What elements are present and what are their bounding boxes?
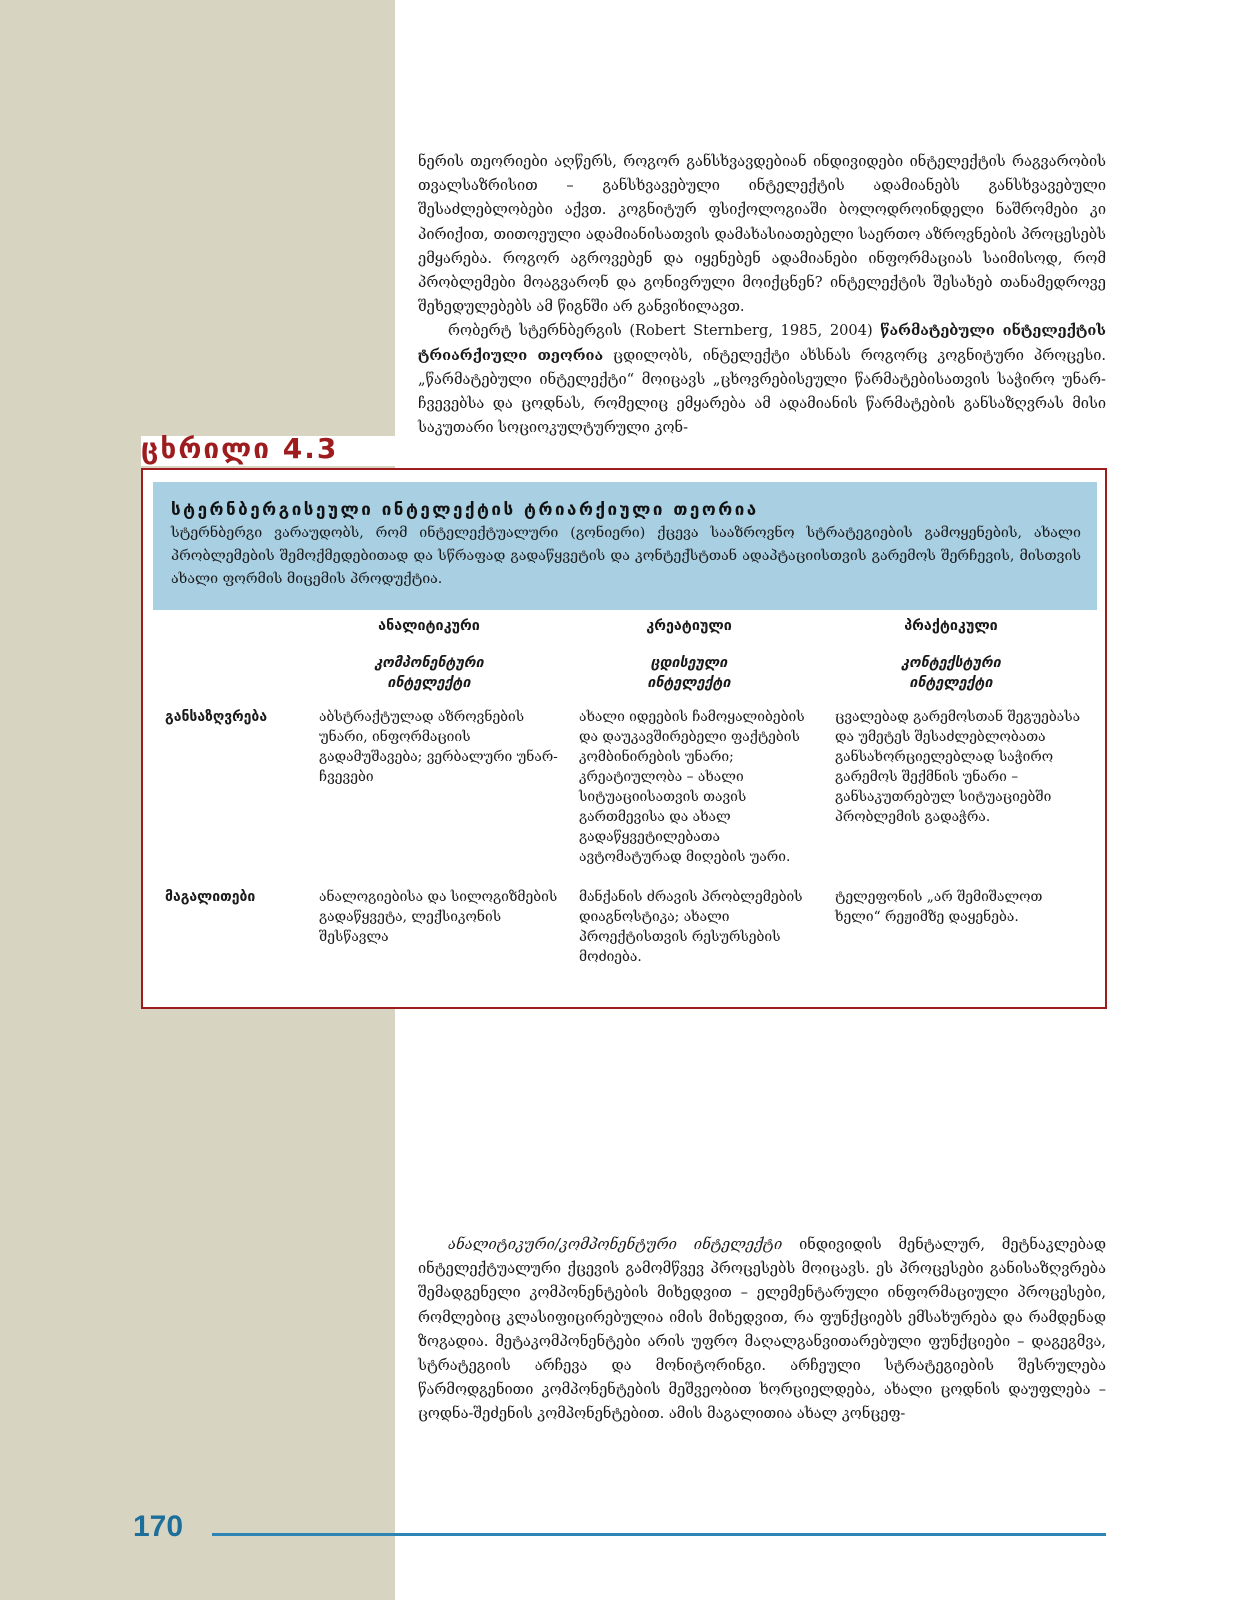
column-sub-analytical: კომპონენტური ინტელექტი bbox=[374, 655, 484, 691]
cell-definition-practical: ცვალებად გარემოსთან შეგუებასა და უმეტეს შესაძლებლობათა განსახორციელებლად საჭირო გარემოს შექმნის უნარი – განსაკუთრებულ სიტუაციებში პრობლემის გადაჭრა. bbox=[835, 709, 1081, 825]
bottom-italic-term: ანალიტიკური/კომპონენტური ინტელექტი bbox=[448, 1236, 783, 1253]
cell-examples-creative: მანქანის ძრავის პრობლემების დიაგნოსტიკა; ახალი პროექტისთვის რესურსების მოძიება. bbox=[579, 889, 803, 965]
table-title: სტერნბერგისეული ინტელექტის ტრიარქიული თეორია bbox=[171, 500, 759, 520]
bottom-rest: ინდივიდის მენტალურ, მეტნაკლებად ინტელექტუალური ქცევის გამომწვევ პროცესებს მოიცავს. ეს პროცესები განისაზღვრება შემადგენელი კომპონენტების მიხედვით – ელემენტარული ინფორმაციული პროცესები, რომლებიც კლასიფიცირებულია იმის მიხედვით, რა ფუნქციებს ემსახურება და რამდენად ზოგადია. მეტაკომპონენტები არის უფრო მაღალგანვითარებული ფუნქციები – დაგეგმვა, სტრატეგიის არჩევა და მონიტორინგი. არჩეული სტრატეგიების შესრულება წარმოდგენითი კომპონენტების მეშვეობით ხორციელდება, ახალი ცოდნის დაუფლება – ცოდნა-შეძენის კომპონენტებით. ამის მაგალითია ახალ კონცეფ- bbox=[418, 1236, 1106, 1423]
p2-bold-term: წარმატებული ინტელექტის ტრიარქიული თეორია bbox=[418, 322, 1106, 364]
column-head-practical: პრაქტიკული bbox=[904, 618, 998, 634]
bottom-text bbox=[418, 1233, 1106, 1427]
cell-examples-practical: ტელეფონის „არ შემიშალოთ ხელი“ რეჟიმზე დაყენება. bbox=[835, 889, 1043, 925]
cell-examples-analytical: ანალოგიებისა და სილოგიზმების გადაწყვეტა, ლექსიკონის შესწავლა bbox=[319, 889, 558, 945]
column-head-analytical: ანალიტიკური bbox=[378, 618, 480, 634]
cell-definition-analytical: აბსტრაქტულად აზროვნების უნარი, ინფორმაციის გადამუშავება; ვერბალური უნარ-ჩვევები bbox=[319, 709, 558, 785]
bottom-paragraph bbox=[418, 1233, 1106, 1427]
column-sub-creative: ცდისეული ინტელექტი bbox=[647, 655, 731, 691]
table-description: სტერნბერგი ვარაუდობს, რომ ინტელექტუალური (გონიერი) ქცევა სააზროვნო სტრატეგიების გამოყენების, ახალი პრობლემების შემოქმედებითად და სწრაფად გადაწყვეტის და კონტექსტთან ადაპტაციისთვის გარემოს შერჩევის, მისთვის ახალი ფორმის მიცემის პროდუქტია. bbox=[171, 525, 1081, 587]
p2-end: ცდილობს, ინტელექტი ახსნას როგორც კოგნიტური პროცესი. „წარმატებული ინტელექტი“ მოიცავს „ცხოვრებისეული წარმატებისათვის საჭირო უნარ-ჩვევებსა და ცოდნას, რომელიც ემყარება ამ ადამიანის წარმატების განსაზღვრას მისი საკუთარი სოციოკულტურული კონ- bbox=[418, 346, 1107, 437]
column-sub-practical: კონტექსტური ინტელექტი bbox=[901, 655, 1001, 691]
footer-rule bbox=[212, 1533, 1106, 1536]
top-text bbox=[418, 150, 1106, 440]
table-label: ცხრილი 4.3 bbox=[141, 432, 339, 465]
table-header bbox=[153, 482, 1097, 610]
top-paragraph-2 bbox=[418, 319, 1106, 440]
cell-definition-creative: ახალი იდეების ჩამოყალიბების და დაუკავშირებელი ფაქტების კომბინირების უნარი; კრეატიულობა – ახალი სიტუაციისათვის თავის გართმევისა და ახალ გადაწყვეტილებათა ავტომატურად მიღების უარი. bbox=[579, 709, 805, 865]
page-number: 170 bbox=[133, 1510, 184, 1543]
p2-start: რობერტ სტერნბერგის (Robert Sternberg, 1985, 2004) bbox=[448, 322, 881, 340]
row-label-examples: მაგალითები bbox=[165, 889, 256, 905]
row-label-definition: განსაზღვრება bbox=[165, 709, 268, 725]
column-head-creative: კრეატიული bbox=[646, 618, 732, 634]
table-box bbox=[141, 468, 1107, 1009]
text-margin bbox=[395, 150, 413, 470]
top-paragraph-1: ნერის თეორიები აღწერს, როგორ განსხვავდებიან ინდივიდები ინტელექტის რაგვარობის თვალსაზრისით – განსხვავებული ინტელექტის ადამიანებს განსხვავებული შესაძლებლობები აქვთ. კოგნიტურ ფსიქოლოგიაში ბოლოდროინდელი ნაშრომები კი პირიქით, თითოეული ადამიანისათვის დამახასიათებელი საერთო აზროვნების პროცესებს ემყარება. როგორ აგროვებენ და იყენებენ ადამიანები ინფორმაციას საიმისოდ, რომ პრობლემები მოაგვარონ და გონივრული მოიქცნენ? ინტელექტის შესახებ თანამედროვე შეხედულებებს ამ წიგნში არ განვიხილავთ. bbox=[418, 153, 1106, 316]
